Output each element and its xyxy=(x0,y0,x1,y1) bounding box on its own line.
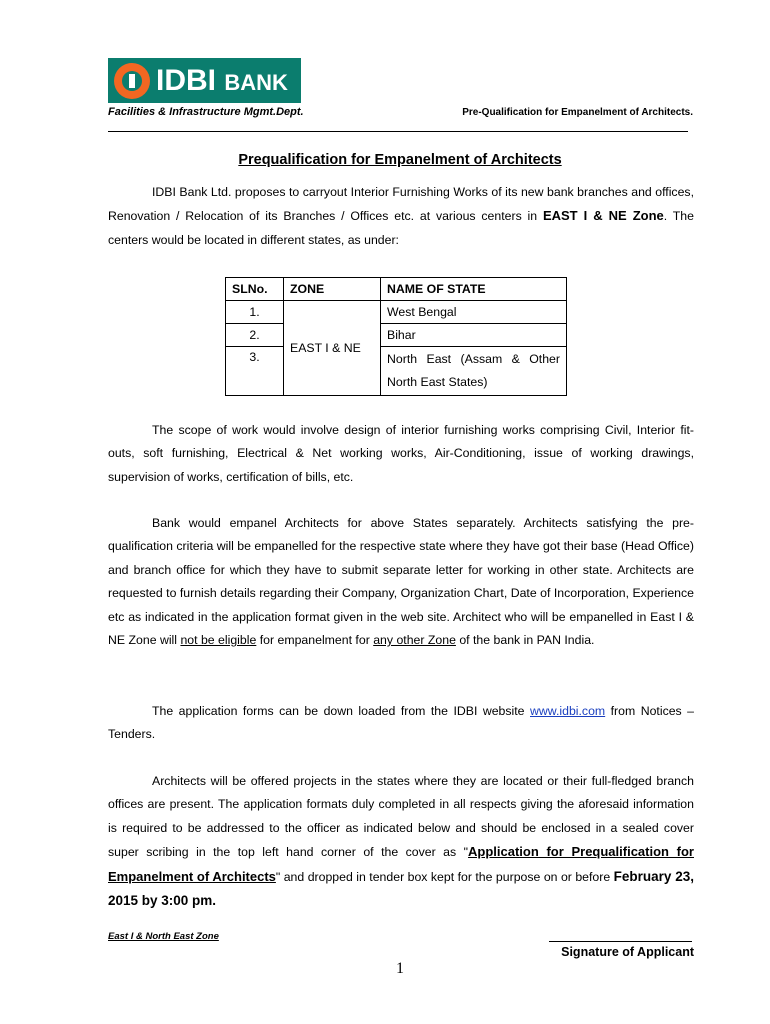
logo-text: IDBI BANK xyxy=(156,63,288,97)
header-subject: Pre-Qualification for Empanelment of Architects. xyxy=(462,107,693,118)
table-row xyxy=(226,324,567,347)
deadline: February 23, 2015 by 3:00 pm. xyxy=(108,868,694,909)
signature-line xyxy=(549,941,692,942)
empanel-paragraph: Bank would empanel Architects for above States separately. Architects satisfying the pre-qualification criteria will be empanelled for the respective state where they have got their base (Head Office) and branch office for which they have to submit separate letter for working in other state. Architects are requested to furnish details regarding their Company, Organization Chart, Date of Incorporation, Experience etc as indicated in the application format given in the web site. Architect who will be empanelled in East I & NE Zone will not be eligible for empanelment for any other Zone of the bank in PAN India. xyxy=(108,516,694,648)
table-row xyxy=(226,301,567,324)
zone-cell: EAST I & NE xyxy=(284,301,381,396)
cover-superscription: Application for Prequalification for Empanelment of Architects xyxy=(108,844,694,884)
row-state: North East (Assam & Other North East States) xyxy=(381,347,567,396)
idbi-bank-logo xyxy=(108,58,301,103)
header-zone: ZONE xyxy=(284,278,381,301)
row-slno: 2. xyxy=(226,324,284,347)
header-department: Facilities & Infrastructure Mgmt.Dept. xyxy=(108,106,304,118)
page-number: 1 xyxy=(396,960,404,977)
idbi-website-link[interactable]: www.idbi.com xyxy=(530,704,606,718)
signature-label: Signature of Applicant xyxy=(561,945,694,959)
header-slno: SLNo. xyxy=(226,278,284,301)
page-title: Prequalification for Empanelment of Architects xyxy=(238,152,562,168)
header-divider xyxy=(108,131,688,132)
zone-name: EAST I & NE Zone xyxy=(542,208,664,224)
footer-zone: East I & North East Zone xyxy=(108,931,219,942)
table-row xyxy=(226,347,567,396)
offer-paragraph: Architects will be offered projects in the states where they are located or their full-fledged branch offices are present. The application formats duly completed in all respects giving the aforesaid information is required to be addressed to the officer as indicated below and should be enclosed in a sealed cover super scribing in the top left hand corner of the cover as "Application for Prequalification for Empanelment of Architects" and dropped in tender box kept for the purpose on or before February 23, 2015 by 3:00 pm. xyxy=(108,774,694,909)
header-state: NAME OF STATE xyxy=(381,278,567,301)
other-zone-text: any other Zone xyxy=(373,633,456,648)
forms-paragraph: The application forms can be down loaded from the IDBI website www.idbi.com from Notices – Tenders. xyxy=(108,704,695,742)
row-state: West Bengal xyxy=(381,301,567,324)
states-table xyxy=(225,277,567,396)
table-header-row xyxy=(226,278,567,301)
not-eligible-text: not be eligible xyxy=(180,633,257,648)
row-slno: 1. xyxy=(226,301,284,324)
row-slno: 3. xyxy=(226,347,284,396)
idbi-logo-icon xyxy=(114,63,150,99)
scope-paragraph: The scope of work would involve design of interior furnishing works comprising Civil, Interior fit-outs, soft furnishing, Electrical & Net working works, Air-Conditioning, issue of working drawings, supervision of works, certification of bills, etc. xyxy=(108,423,694,484)
intro-paragraph: IDBI Bank Ltd. proposes to carryout Interior Furnishing Works of its new bank branches and offices, Renovation / Relocation of its Branches / Offices etc. at various centers in EAST I & NE Zone. The centers would be located in different states, as under: xyxy=(108,185,694,247)
row-state: Bihar xyxy=(381,324,567,347)
